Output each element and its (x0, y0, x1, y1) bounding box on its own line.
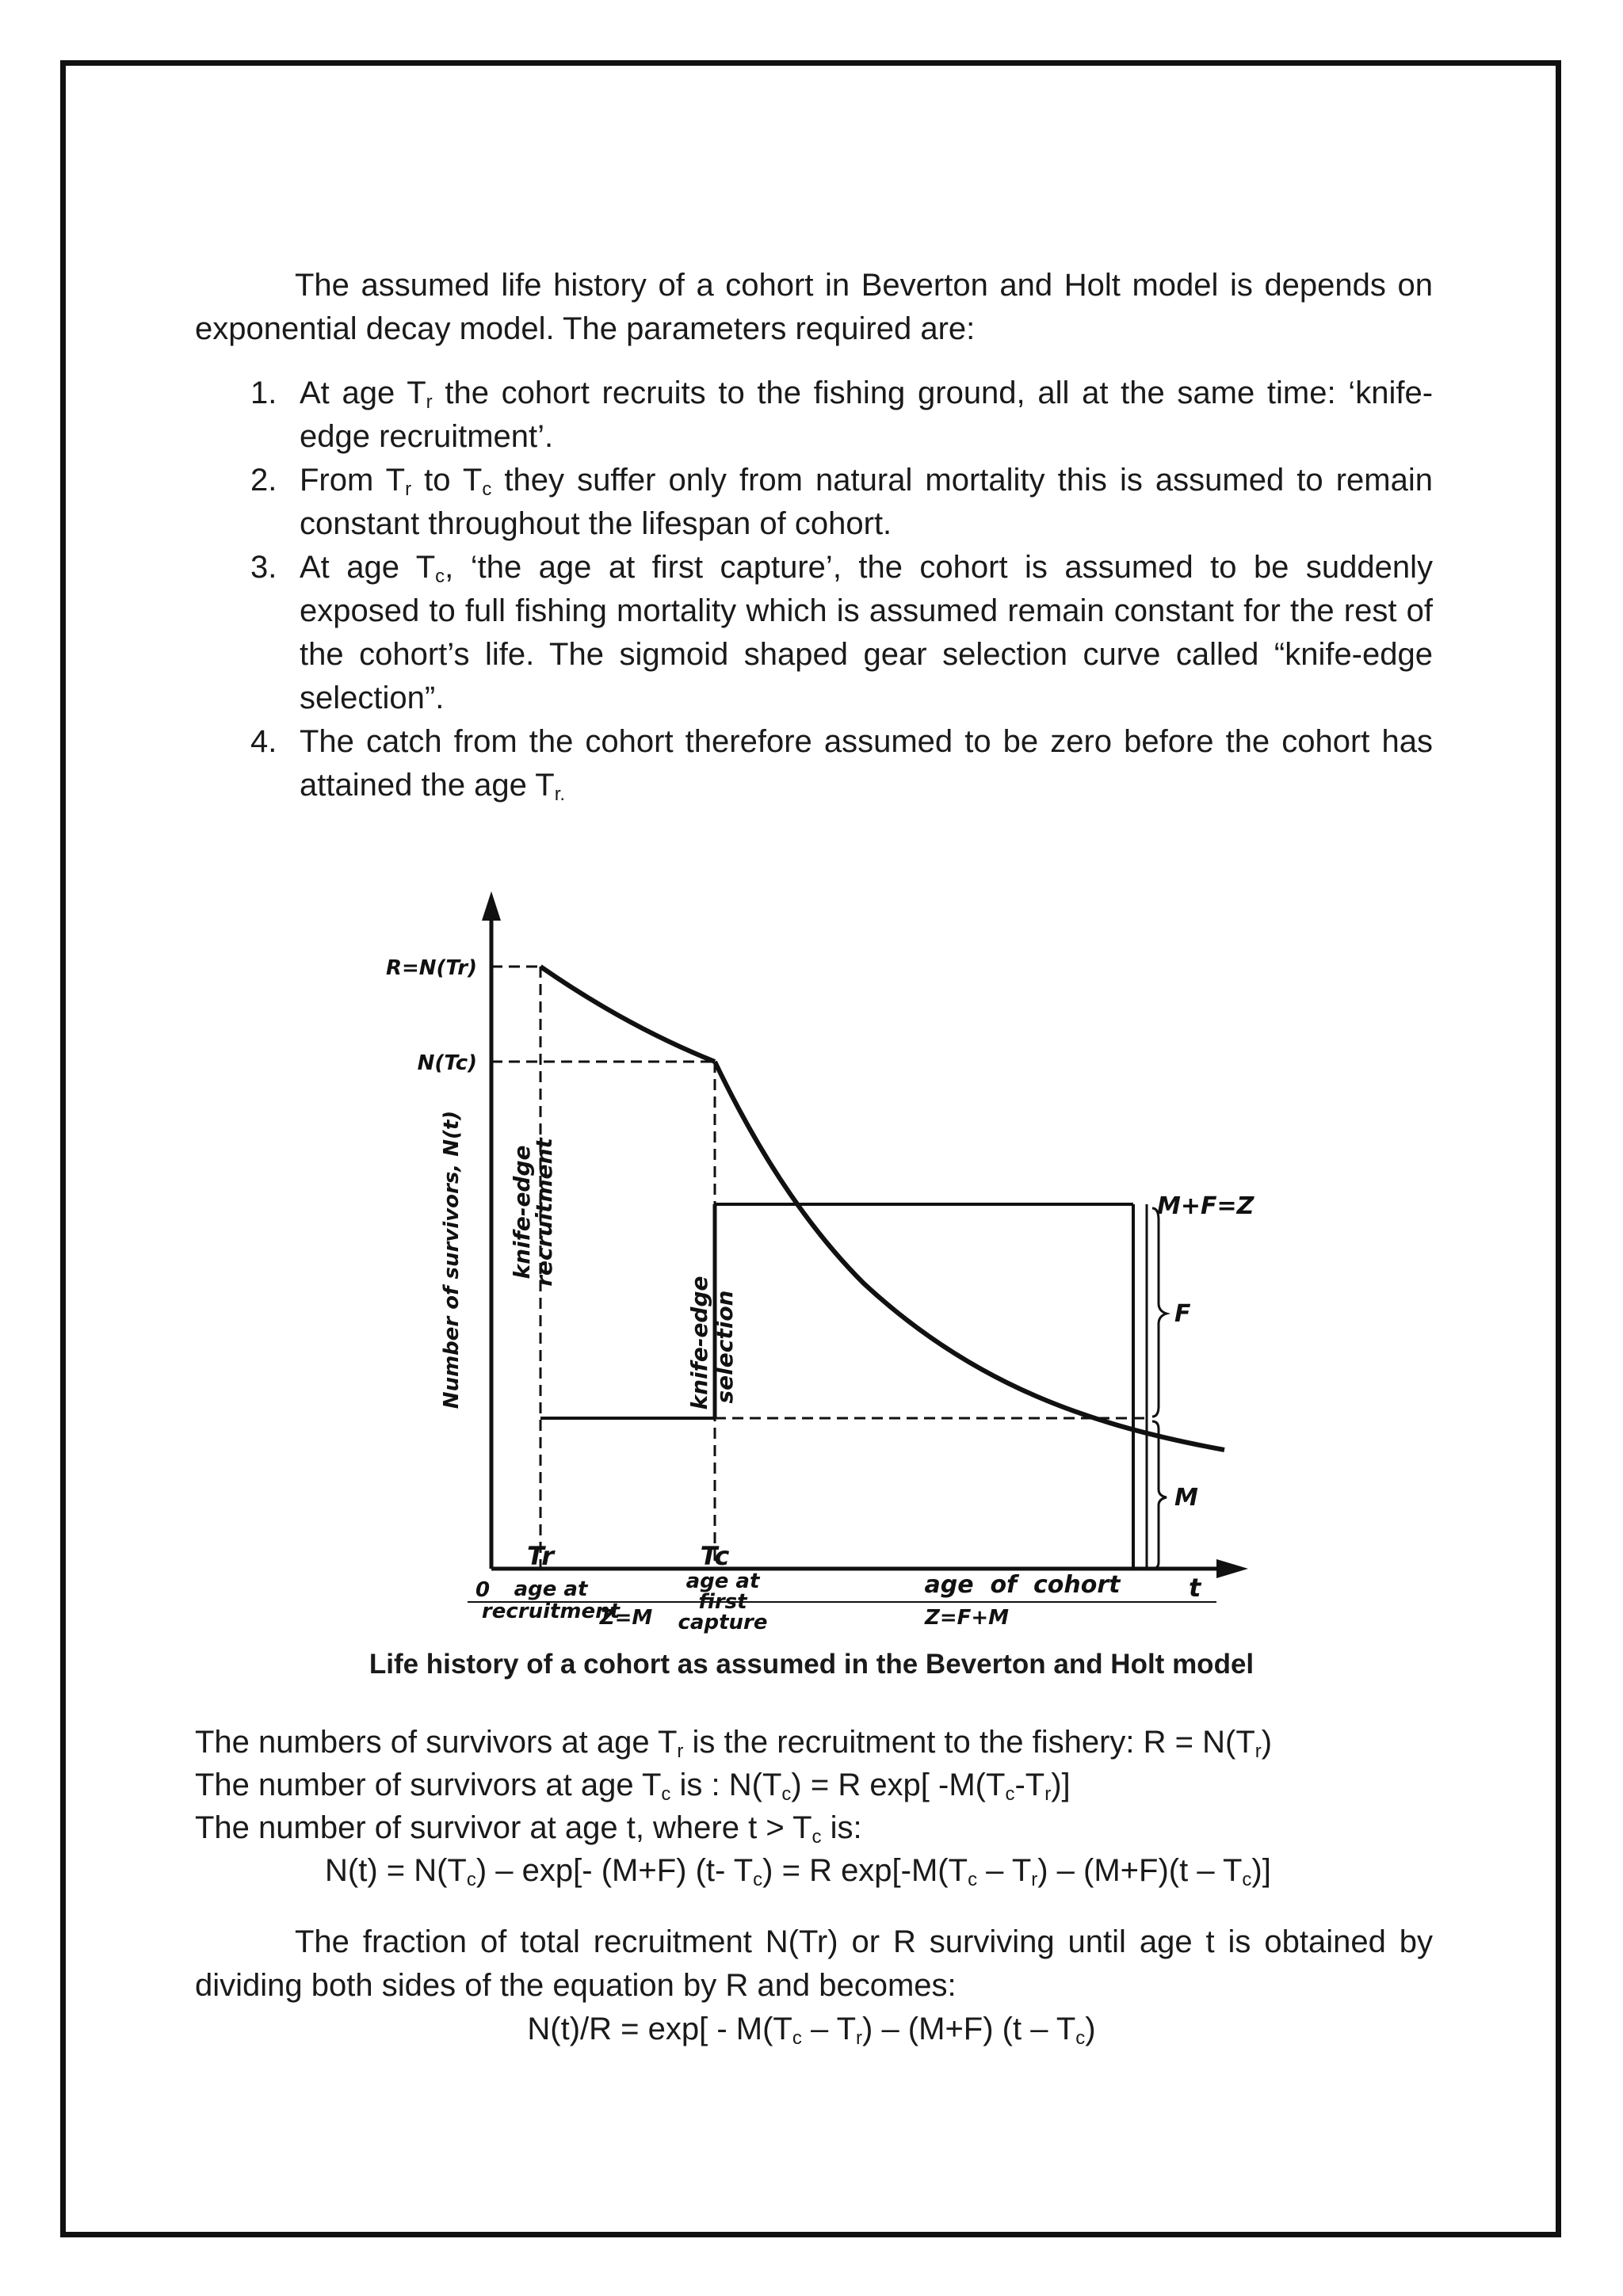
x-origin-label: 0 (475, 1578, 491, 1602)
final-equation: $N(t)/R = \exp[ - M(T_c - T_r) - (M+F)$ $(t - T_c)$ (527, 2012, 1096, 2049)
survivor-curve-natural (540, 967, 715, 1062)
equation-line-2: The number of survivors at age $T_c$ is : $N(T_c) = R$ exp[ $-M(T_c-T_r)$] (195, 1768, 1071, 1805)
age-at-first-capture-label: capture (678, 1611, 768, 1634)
y-tick-recruitment: R=N(Tr) (385, 956, 477, 980)
fraction-paragraph: The fraction of total recruitment N(Tr) or R surviving until age t is obtained by dividing both sides of the equation by R and becomes: (195, 1924, 1433, 2003)
survivor-curve-fishing (715, 1062, 1224, 1450)
age-at-first-capture-label: first (698, 1590, 747, 1614)
figure-caption: Life history of a cohort as assumed in the Beverton and Holt model (369, 1649, 1254, 1680)
mfz-label: M+F=Z (1157, 1192, 1254, 1220)
z-equals-m-label: Z=M (599, 1606, 653, 1630)
age-at-recruitment-label: recruitment (481, 1600, 621, 1623)
y-tick-ntc: N(Tc) (417, 1051, 477, 1075)
list-item: 3. At age $T_c$, ‘the age at first capture’, the cohort is assumed to be suddenly exposed to full fishing mortality which is assumed remain constant for the rest of the cohort’s life. The sigmoid shaped gear selection curve called “knife-edge selection”. (195, 546, 1433, 720)
f-brace (1152, 1208, 1167, 1417)
age-of-cohort-label: age of cohort (924, 1571, 1121, 1599)
age-at-recruitment-label: age at (514, 1577, 588, 1601)
age-at-first-capture-label: age at (685, 1569, 760, 1593)
m-brace (1152, 1421, 1167, 1569)
equation-line-4: $N(t) = N(T_c) - \exp[-$ (M+F) (t- $T_c) = R$ $\exp[-M(T_c - T_r) - (M+F)(t - T_c)]$ (325, 1853, 1271, 1890)
list-number: 2. (250, 463, 277, 498)
x-tick-tr: Tr (526, 1541, 555, 1571)
y-axis-arrow (482, 891, 501, 921)
list-number: 1. (250, 376, 277, 410)
intro-paragraph: The assumed life history of a cohort in Beverton and Holt model is depends on exponential decay model. The parameters required are: (195, 268, 1433, 346)
figure-drawing (385, 887, 1254, 1634)
list-item: 2. From $T_r$ to $T_c$ they suffer only from natural mortality this is assumed to remain constant throughout the lifespan of cohort. (195, 459, 1433, 546)
x-tick-tc: Tc (700, 1541, 730, 1571)
parameter-list (195, 372, 1433, 807)
x-axis-arrow (1216, 1559, 1248, 1578)
x-axis-variable: t (1189, 1573, 1201, 1603)
cohort-life-history-figure (385, 887, 1254, 1634)
list-number: 3. (250, 550, 277, 585)
list-item: 1. At age $T_r$ the cohort recruits to the fishing ground, all at the same time: ‘knife-edge recruitment’. (195, 372, 1433, 459)
m-label: M (1174, 1484, 1198, 1512)
knife-edge-recruitment-label: knife-edge (509, 1145, 535, 1280)
knife-edge-recruitment-label: recruitment (531, 1138, 557, 1287)
f-label: F (1174, 1300, 1191, 1328)
z-equals-fm-label: Z=F+M (924, 1606, 1010, 1630)
equation-line-1: The numbers of survivors at age $T_r$ is the recruitment to the fishery: $R = N(T_r)$ (195, 1725, 1273, 1762)
knife-edge-selection-label: selection (712, 1290, 738, 1404)
equation-line-3: The number of survivor at age t, where $t > T_c$ is: (195, 1810, 862, 1848)
list-item: 4. The catch from the cohort therefore assumed to be zero before the cohort has attained the age $T_{r.}$ (195, 720, 1433, 807)
y-axis-title: Number of survivors, N(t) (440, 1110, 464, 1409)
list-number: 4. (250, 724, 277, 759)
knife-edge-selection-label: knife-edge (686, 1276, 712, 1410)
